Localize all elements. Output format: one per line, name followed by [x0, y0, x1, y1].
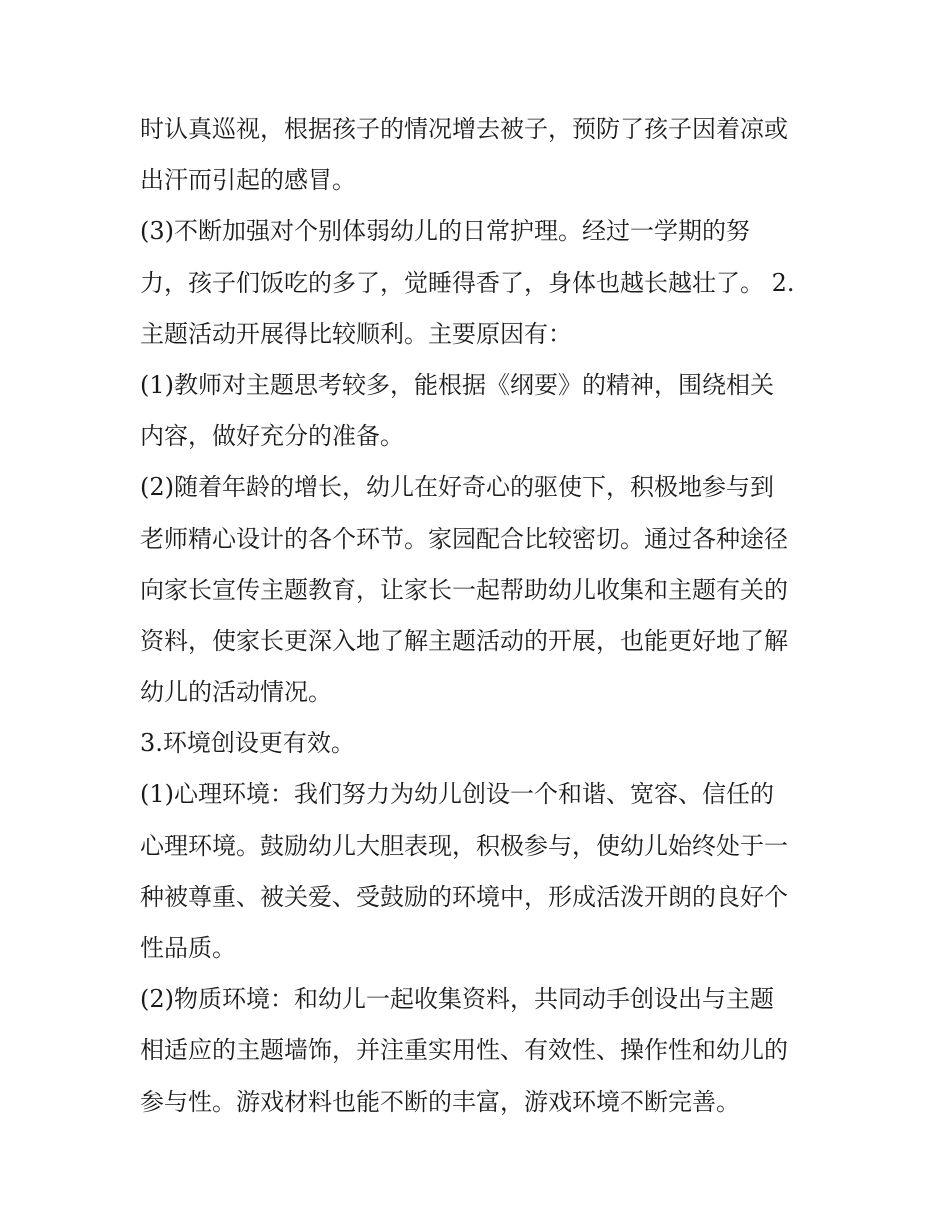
document-body	[140, 104, 830, 1128]
text-line: 老师精心设计的各个环节。家园配合比较密切。通过各种途径	[140, 524, 788, 553]
text-line: 资料，使家长更深入地了解主题活动的开展，也能更好地了解	[140, 626, 788, 655]
text-line: 向家长宣传主题教育，让家长一起帮助幼儿收集和主题有关的	[140, 575, 788, 604]
text-line: 时认真巡视，根据孩子的情况增去被子，预防了孩子因着凉或	[140, 115, 788, 143]
text-line: 3.环境创设更有效。	[140, 729, 355, 758]
text-line: 性品质。	[140, 934, 236, 962]
text-line: 种被尊重、被关爱、受鼓励的环境中，形成活泼开朗的良好个	[140, 882, 788, 911]
text-line: (2)物质环境：和幼儿一起收集资料，共同动手创设出与主题	[140, 985, 774, 1014]
text-line: 相适应的主题墙饰，并注重实用性、有效性、操作性和幼儿的	[140, 1036, 788, 1065]
text-line: (1)教师对主题思考较多，能根据《纲要》的精神，围绕相关	[140, 370, 774, 399]
text-line: (3)不断加强对个别体弱幼儿的日常护理。经过一学期的努	[140, 217, 750, 246]
text-line: 主题活动开展得比较顺利。主要原因有：	[140, 319, 572, 348]
text-line: (2)随着年龄的增长，幼儿在好奇心的驱使下，积极地参与到	[140, 473, 774, 502]
text-line: 心理环境。鼓励幼儿大胆表现，积极参与，使幼儿始终处于一	[140, 831, 788, 860]
text-line: (1)心理环境：我们努力为幼儿创设一个和谐、宽容、信任的	[140, 780, 774, 809]
text-line: 幼儿的活动情况。	[140, 678, 332, 707]
text-line: 参与性。游戏材料也能不断的丰富，游戏环境不断完善。	[140, 1087, 740, 1116]
text-line: 力，孩子们饭吃的多了，觉睡得香了，身体也越长越壮了。 2.	[140, 268, 795, 297]
text-line: 出汗而引起的感冒。	[140, 166, 356, 195]
text-line: 内容，做好充分的准备。	[140, 422, 404, 451]
